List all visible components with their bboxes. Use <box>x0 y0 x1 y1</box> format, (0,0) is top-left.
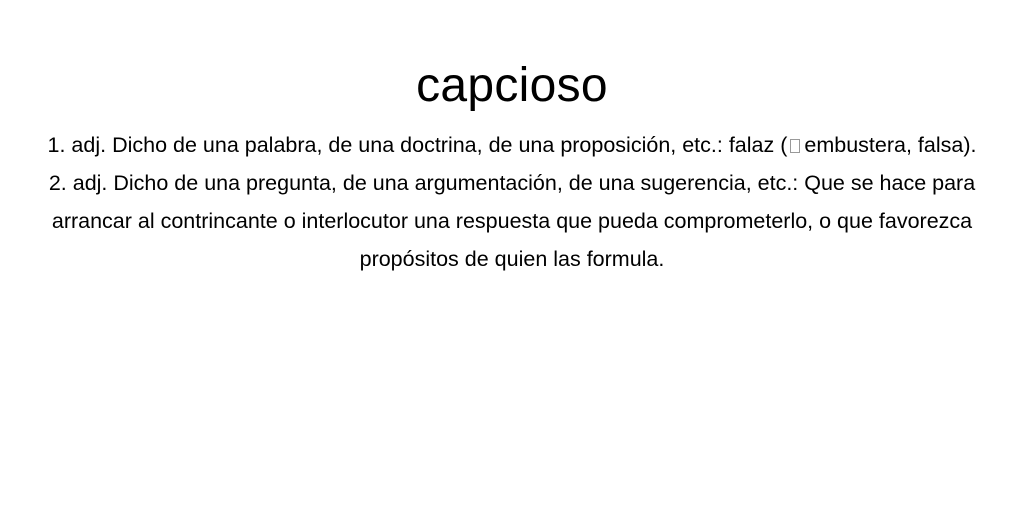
definitions <box>42 126 982 278</box>
missing-glyph-icon <box>790 139 800 153</box>
sense-1 <box>42 126 982 164</box>
sense-2 <box>42 164 982 278</box>
sense-1-text-before: 1. adj. Dicho de una palabra, de una doctrina, de una proposición, etc.: falaz ( <box>47 133 788 157</box>
sense-1-text-after: embustera, falsa). <box>804 133 977 157</box>
sense-2-text: 2. adj. Dicho de una pregunta, de una argumentación, de una sugerencia, etc.: Que se hace para arrancar al contrincante o interlocutor una respuesta que pueda comprometerlo, o que favorezca propósitos de quien las formula. <box>48 171 976 271</box>
headword: capcioso <box>416 59 608 112</box>
